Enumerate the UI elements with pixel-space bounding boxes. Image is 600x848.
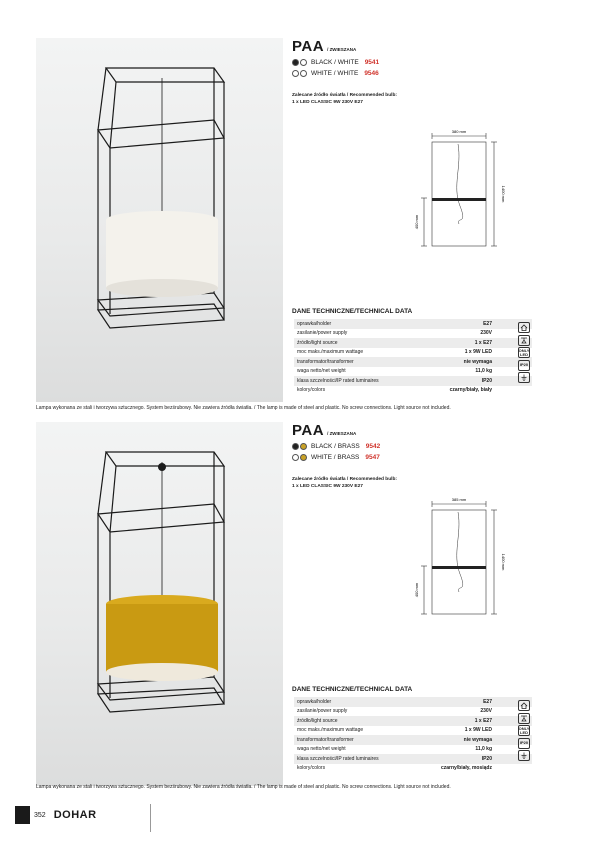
table-row: moc maks./maximum wattage 1 x 9W LED [297,727,492,734]
recommended-bulb: Zalecane źródło światła / Recommended bulb: 1 x LED CLASSIC 9W 230V E27 [292,477,398,489]
footer-block [15,806,30,824]
product-title [292,38,564,55]
color-swatch-icon [292,70,299,77]
table-row: transformator/transformer nie wymaga [294,735,532,745]
table-row: transformator/transformer nie wymaga [294,357,532,367]
product-note: Lampa wykonana ze stali i tworzywa sztucznego. System bezśrubowy. Nie zawiera źródła światła. / The lamp is made of steel and plastic. No screw connections. Light source not included. [36,405,451,411]
product-card [36,422,564,792]
color-swatch-icon [300,70,307,77]
dim-width-label: 385 mm [451,497,467,502]
variant-row [292,69,564,77]
only-led-icon: ONLY LED [518,725,530,735]
color-swatch-icon [292,59,299,66]
ip20-icon: IP20 [518,738,530,749]
table-row: kolory/colors czarny/biały, mosiądz [297,765,492,772]
dim-shade-label: 400 mm [414,582,419,598]
page-number: 352 [34,811,46,819]
table-row: źródło/light source 1 x E27 [294,716,532,726]
color-swatch-icon [300,443,307,450]
product-subtitle: / ZWIESZANA [327,47,357,52]
footer-divider [150,804,151,832]
variant-row [292,453,564,461]
product-name: PAA [292,38,325,55]
home-icon [518,322,530,333]
ceiling-mount-icon [518,713,530,724]
tech-data [292,686,532,773]
tech-table [292,319,532,395]
recommended-bulb: Zalecane źródło światła / Recommended bulb: 1 x LED CLASSIC 9W 230V E27 [292,93,398,105]
table-row: zasilanie/power supply 230V [297,330,492,337]
color-swatch-icon [292,454,299,461]
product-name: PAA [292,422,325,439]
color-swatch-icon [300,454,307,461]
product-card [36,38,564,411]
table-row: oprawka/holder E27 [294,697,532,707]
variant-label: BLACK / BRASS [311,442,360,450]
ip20-icon: IP20 [518,360,530,371]
only-led-icon: ONLY LED [518,347,530,357]
ground-class-icon [518,750,530,761]
tech-table [292,697,532,773]
table-row: kolory/colors czarny/biały, biały [297,387,492,394]
variant-row [292,58,564,66]
dimension-drawing [410,126,510,286]
product-info [292,38,564,394]
table-row: klasa szczelności/IP rated luminaires IP20 [294,754,532,764]
table-row: źródło/light source 1 x E27 [294,338,532,348]
variant-label: WHITE / WHITE [311,69,359,77]
product-photo [36,422,283,786]
variant-label: WHITE / BRASS [311,453,360,461]
product-note: Lampa wykonana ze stali i tworzywa sztucznego. System bezśrubowy. Nie zawiera źródła światła. / The lamp is made of steel and plastic. No screw connections. Light source not included. [36,784,451,790]
product-photo [36,38,283,402]
spec-icons [518,322,532,383]
table-row: klasa szczelności/IP rated luminaires IP20 [294,376,532,386]
page-footer [15,806,97,824]
tech-data [292,308,532,395]
color-swatch-icon [292,443,299,450]
variant-code: 9541 [364,58,380,66]
product-title [292,422,564,439]
ground-class-icon [518,372,530,383]
dimension-drawing [410,494,510,654]
spec-icons [518,700,532,761]
product-subtitle: / ZWIESZANA [327,431,357,436]
brand-logo: DOHAR [53,809,97,821]
table-row: waga netto/net weight 11,0 kg [297,368,492,375]
dim-shade-label: 400 mm [414,214,419,230]
ceiling-mount-icon [518,335,530,346]
variant-label: BLACK / WHITE [311,58,359,66]
tech-data-title: DANE TECHNICZNE/TECHNICAL DATA [292,686,413,693]
variant-code: 9542 [365,442,381,450]
dim-height-label: 1400 mm [501,185,506,203]
table-row: oprawka/holder E27 [294,319,532,329]
dim-width-label: 380 mm [451,129,467,134]
dim-height-label: 1400 mm [501,553,506,571]
table-row: zasilanie/power supply 230V [297,708,492,715]
tech-data-title: DANE TECHNICZNE/TECHNICAL DATA [292,308,413,315]
table-row: waga netto/net weight 11,0 kg [297,746,492,753]
color-swatch-icon [300,59,307,66]
variant-row [292,442,564,450]
variant-code: 9546 [364,69,379,77]
home-icon [518,700,530,711]
table-row: moc maks./maximum wattage 1 x 9W LED [297,349,492,356]
variant-code: 9547 [365,453,380,461]
product-info [292,422,564,772]
